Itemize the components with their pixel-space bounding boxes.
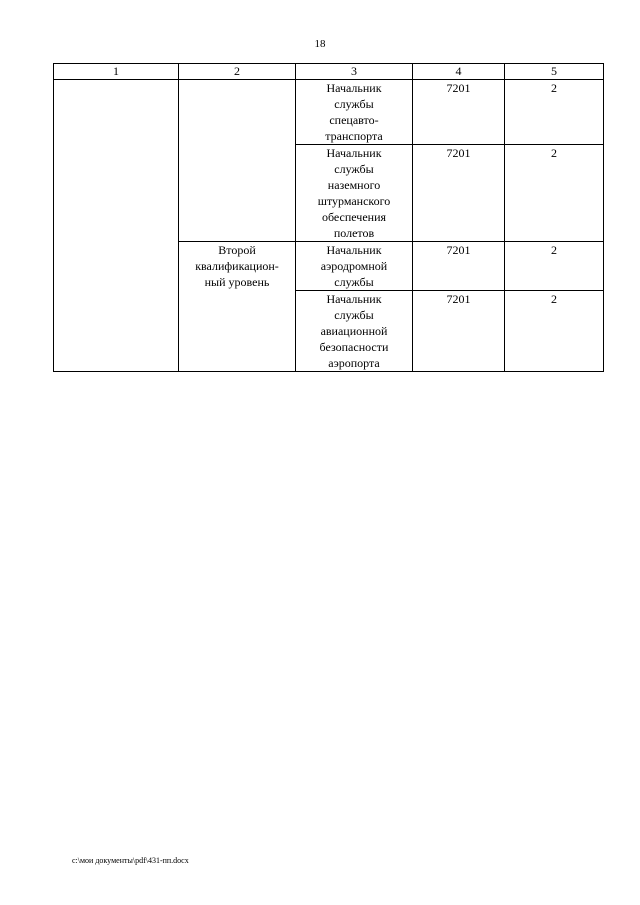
position-text: Начальник службы наземного штурманского обеспечения полетов <box>317 146 391 240</box>
code-cell <box>413 80 505 145</box>
page-number: 18 <box>314 38 326 50</box>
column-header-4: 4 <box>413 64 505 80</box>
value-text: 2 <box>551 243 557 257</box>
position-cell <box>296 242 413 291</box>
code-text: 7201 <box>446 146 471 160</box>
qualification-level-cell <box>179 242 296 372</box>
position-cell <box>296 291 413 372</box>
code-cell <box>413 145 505 242</box>
code-text: 7201 <box>446 292 471 306</box>
code-text: 7201 <box>446 243 471 257</box>
position-cell <box>296 145 413 242</box>
position-cell <box>296 80 413 145</box>
value-cell <box>505 291 604 372</box>
file-path-footer: c:\мои документы\pdf\431-пп.docx <box>72 856 189 865</box>
code-text: 7201 <box>446 81 471 95</box>
value-cell <box>505 80 604 145</box>
column-1-empty-cell <box>54 80 179 372</box>
column-header-2: 2 <box>179 64 296 80</box>
position-text: Начальник службы авиационной безопасности аэропорта <box>319 292 389 370</box>
value-text: 2 <box>551 292 557 306</box>
value-cell <box>505 145 604 242</box>
column-header-5: 5 <box>505 64 604 80</box>
position-text: Начальник службы спецавто- транспорта <box>325 81 383 143</box>
qualification-table <box>53 63 604 372</box>
value-text: 2 <box>551 146 557 160</box>
qualification-level-text: Второй квалификацион- ный уровень <box>195 243 279 289</box>
column-header-1: 1 <box>54 64 179 80</box>
column-2-empty-cell <box>179 80 296 242</box>
code-cell <box>413 291 505 372</box>
value-cell <box>505 242 604 291</box>
value-text: 2 <box>551 81 557 95</box>
code-cell <box>413 242 505 291</box>
column-header-3: 3 <box>296 64 413 80</box>
table-row <box>54 80 604 145</box>
table-header-row <box>54 64 604 80</box>
position-text: Начальник аэродромной службы <box>320 243 388 289</box>
